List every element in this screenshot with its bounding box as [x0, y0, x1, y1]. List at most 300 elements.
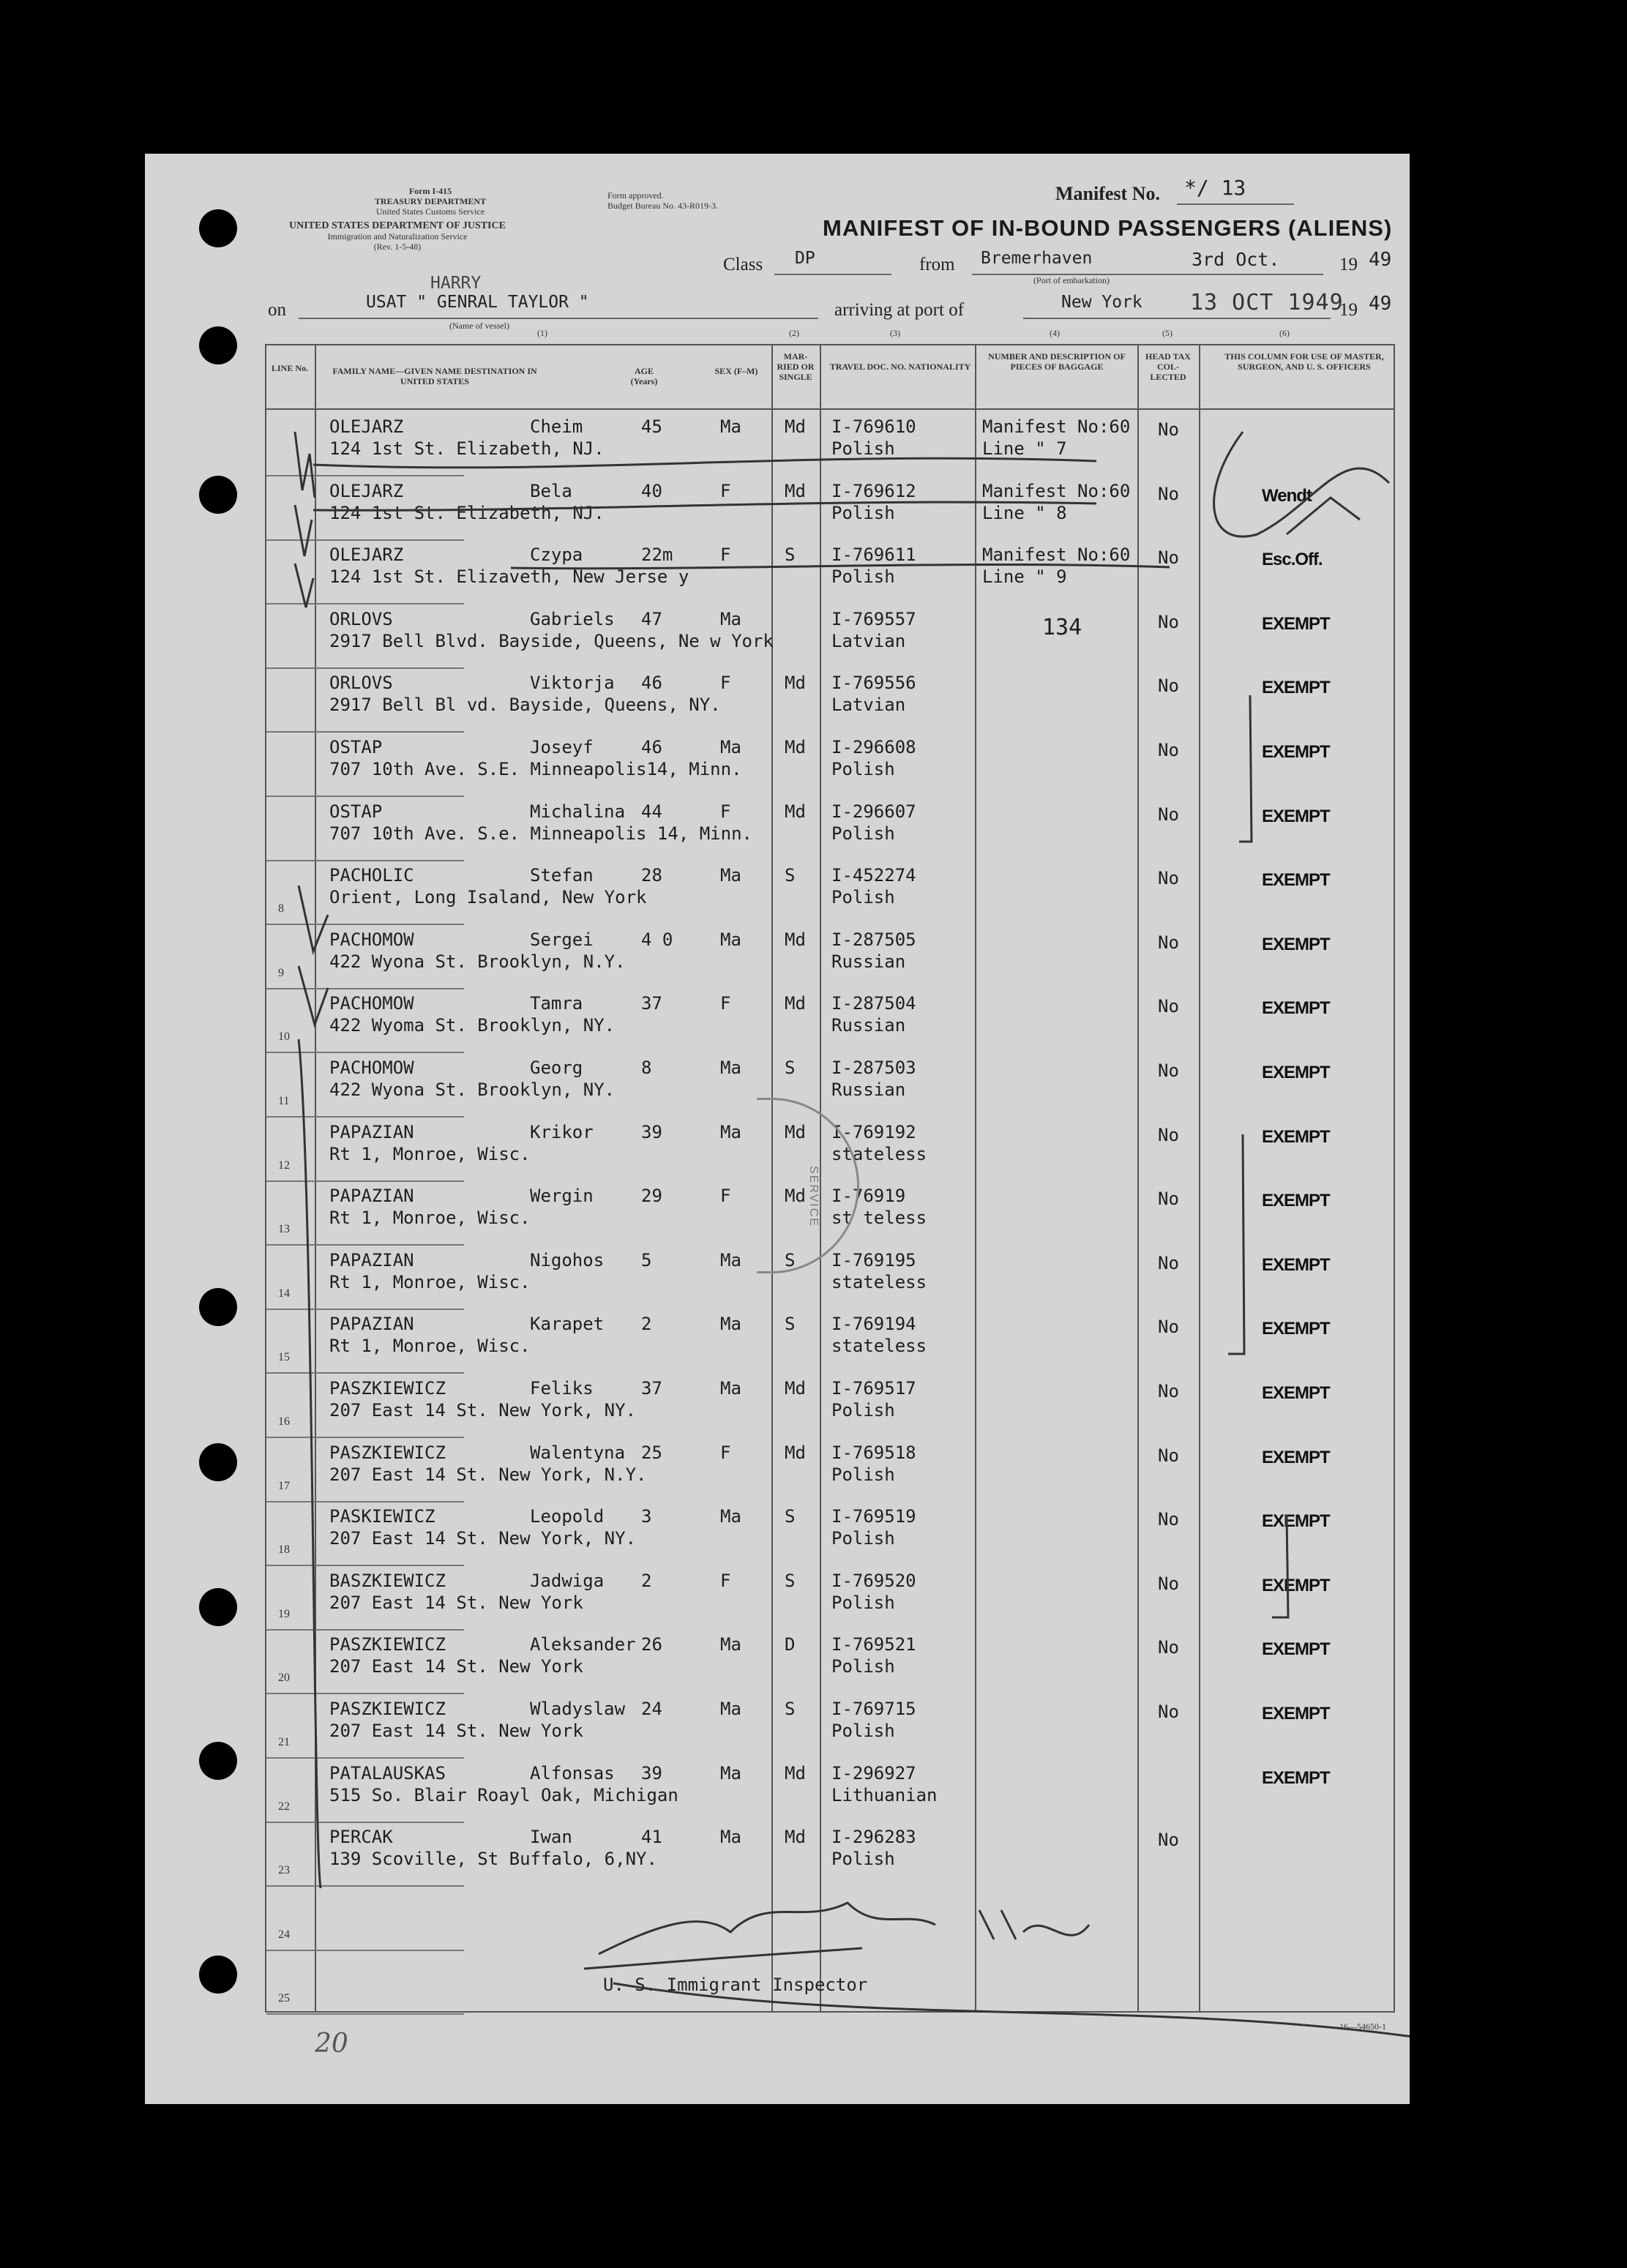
cell-sex: Ma — [720, 1762, 741, 1784]
binder-hole — [199, 1742, 237, 1780]
binder-hole — [199, 1443, 237, 1481]
col-header-sex: SEX (F–M) — [714, 366, 758, 376]
cell-given: Gabriels — [530, 608, 615, 629]
cell-age: 40 — [641, 480, 662, 501]
cell-addr: 707 10th Ave. S.e. Minneapolis 14, Minn. — [329, 823, 752, 844]
cell-officer: EXEMPT — [1262, 1254, 1330, 1275]
cell-nat: Lithuanian — [831, 1784, 938, 1805]
cell-doc: I-769610 — [831, 416, 916, 437]
cell-ms: Md — [785, 1121, 806, 1142]
row-line-number: 8 — [278, 902, 284, 916]
cell-officer: EXEMPT — [1262, 678, 1330, 698]
date-underline — [1184, 274, 1323, 275]
year-value: 49 — [1369, 249, 1392, 271]
col-header-age: AGE (Years) — [630, 366, 658, 386]
cell-addr: 139 Scoville, St Buffalo, 6,NY. — [329, 1849, 657, 1870]
cell-ms: Md — [785, 673, 806, 694]
row-line-number: 20 — [278, 1672, 290, 1685]
row-line-number: 9 — [278, 966, 284, 979]
cell-addr: 124 1st St. Elizabeth, NJ. — [329, 502, 605, 523]
cell-nat: Polish — [831, 1592, 895, 1613]
cell-officer: EXEMPT — [1262, 1319, 1330, 1339]
cell-officer: EXEMPT — [1262, 806, 1330, 826]
col-header-line: LINE No. — [271, 363, 308, 373]
manifest-no-label: Manifest No. — [1055, 183, 1160, 204]
colnum-1: (1) — [537, 328, 547, 338]
cell-officer: Esc.Off. — [1262, 550, 1323, 570]
cell-tax: No — [1158, 1124, 1179, 1145]
cell-age: 24 — [641, 1699, 662, 1719]
cell-sex: F — [720, 1570, 731, 1591]
cell-tax: No — [1158, 1702, 1179, 1722]
cell-doc: I-287503 — [831, 1058, 916, 1078]
treasury-line: TREASURY DEPARTMENT — [374, 196, 487, 206]
cell-nat: Polish — [831, 1721, 895, 1741]
cell-age: 28 — [641, 865, 662, 886]
cell-addr: 207 East 14 St. New York, N.Y. — [329, 1464, 647, 1485]
cell-addr: 2917 Bell Bl vd. Bayside, Queens, NY. — [329, 695, 721, 716]
cell-ms: Md — [785, 480, 806, 501]
form-approved: Form approved. — [607, 190, 664, 201]
justice-line: UNITED STATES DEPARTMENT OF JUSTICE — [289, 220, 506, 231]
cell-sex: Ma — [720, 1121, 741, 1142]
cell-age: 45 — [641, 416, 662, 437]
cell-addr: 422 Wyona St. Brooklyn, NY. — [329, 1079, 616, 1100]
cell-nat: Latvian — [831, 695, 906, 716]
cell-family: PATALAUSKAS — [329, 1762, 446, 1784]
service-stamp-text: SERVICE — [807, 1166, 820, 1227]
cell-ms: S — [785, 865, 796, 886]
cell-nat: Polish — [831, 566, 895, 588]
cell-family: PAPAZIAN — [329, 1249, 414, 1270]
class-value: DP — [795, 249, 815, 268]
cell-sex: F — [720, 1186, 731, 1207]
class-label: Class — [723, 255, 763, 274]
cell-given: Tamra — [530, 993, 583, 1014]
cell-sex: F — [720, 673, 731, 694]
port-embarkation-note: (Port of embarkation) — [1033, 275, 1110, 285]
cell-nat: Polish — [831, 1656, 895, 1677]
cell-nat: Russian — [831, 1079, 906, 1100]
page-title: MANIFEST OF IN-BOUND PASSENGERS (ALIENS) — [823, 215, 1393, 241]
binder-hole — [199, 1956, 237, 1994]
cell-family: OSTAP — [329, 801, 383, 822]
cell-family: PAPAZIAN — [329, 1186, 414, 1207]
cell-doc: I-296608 — [831, 737, 916, 757]
cell-doc: I-769518 — [831, 1442, 916, 1463]
binder-hole — [199, 326, 237, 364]
manifest-no-underline — [1177, 203, 1294, 205]
binder-hole — [199, 1288, 237, 1326]
cell-addr: Rt 1, Monroe, Wisc. — [329, 1336, 531, 1357]
port-underline — [1023, 318, 1331, 319]
cell-family: PAPAZIAN — [329, 1314, 414, 1335]
cell-doc: I-452274 — [831, 865, 916, 886]
table-row — [266, 1373, 1394, 1437]
table-row — [266, 476, 1394, 540]
cell-sex: Ma — [720, 608, 741, 629]
cell-sex: F — [720, 544, 731, 566]
cell-ms: S — [785, 1314, 796, 1335]
cell-age: 4 0 — [641, 929, 673, 950]
cell-family: OSTAP — [329, 737, 383, 757]
cell-family: BASZKIEWICZ — [329, 1570, 446, 1591]
col-header-married: MAR- RIED OR SINGLE — [777, 351, 815, 382]
cell-nat: Russian — [831, 1015, 906, 1036]
cell-given: Aleksander — [530, 1634, 636, 1655]
cell-addr: 707 10th Ave. S.E. Minneapolis14, Minn. — [329, 759, 742, 779]
row-line-number: 24 — [278, 1928, 290, 1941]
cell-tax: No — [1158, 1509, 1179, 1530]
cell-officer: EXEMPT — [1262, 998, 1330, 1019]
table-row — [266, 539, 1394, 604]
cell-family: PACHOMOW — [329, 993, 414, 1014]
cell-given: Viktorja — [530, 673, 615, 694]
table-row — [266, 924, 1394, 989]
cell-bag1: Manifest No:60 — [982, 544, 1131, 566]
cell-doc: I-769520 — [831, 1570, 916, 1591]
cell-nat: st teless — [831, 1208, 927, 1229]
cell-tax: No — [1158, 547, 1179, 569]
cell-tax: No — [1158, 675, 1179, 697]
cell-age: 39 — [641, 1762, 662, 1784]
rev-line: (Rev. 1-5-48) — [373, 242, 422, 252]
cell-family: PASZKIEWICZ — [329, 1699, 446, 1719]
cell-age: 22m — [641, 544, 673, 566]
row-line-number: 18 — [278, 1543, 290, 1557]
cell-family: PACHOLIC — [329, 865, 414, 886]
cell-doc: I-769715 — [831, 1699, 916, 1719]
cell-sex: Ma — [720, 416, 741, 437]
cell-officer: EXEMPT — [1262, 613, 1330, 634]
cell-given: Walentyna — [530, 1442, 626, 1463]
row-line-number: 16 — [278, 1415, 290, 1428]
cell-family: PASZKIEWICZ — [329, 1378, 446, 1399]
cell-doc: I-769611 — [831, 544, 916, 566]
cell-tax: No — [1158, 1317, 1179, 1338]
arrival-date-stamp: 13 OCT 1949 — [1190, 290, 1344, 315]
cell-addr: 207 East 14 St. New York, NY. — [329, 1400, 637, 1421]
cell-age: 5 — [641, 1249, 652, 1270]
cell-age: 2 — [641, 1570, 652, 1591]
manifest-no-value: */ 13 — [1184, 176, 1246, 200]
cell-age: 2 — [641, 1314, 652, 1335]
cell-ms: Md — [785, 737, 806, 757]
cell-officer: EXEMPT — [1262, 1767, 1330, 1788]
cell-age: 3 — [641, 1506, 652, 1527]
cell-family: OLEJARZ — [329, 416, 404, 437]
cell-officer: EXEMPT — [1262, 1704, 1330, 1724]
col-header-headtax: HEAD TAX COL- LECTED — [1145, 351, 1191, 382]
cell-age: 47 — [641, 608, 662, 629]
row-line-number: 23 — [278, 1864, 290, 1877]
cell-tax: No — [1158, 932, 1179, 953]
cell-ms: S — [785, 1249, 796, 1270]
cell-given: Krikor — [530, 1121, 594, 1142]
ins-line: Immigration and Naturalization Service — [327, 231, 468, 242]
cell-given: Sergei — [530, 929, 594, 950]
cell-tax: No — [1158, 740, 1179, 760]
port-value: New York — [1061, 293, 1142, 312]
cell-sex: Ma — [720, 1506, 741, 1527]
table-row — [266, 604, 1394, 668]
cell-age: 44 — [641, 801, 662, 822]
cell-officer: EXEMPT — [1262, 1575, 1330, 1595]
row-line-number: 17 — [278, 1479, 290, 1492]
class-underline — [774, 274, 891, 275]
cell-officer: EXEMPT — [1262, 870, 1330, 891]
cell-given: Bela — [530, 480, 572, 501]
form-footer-number: 16—54650-1 — [1339, 2021, 1386, 2032]
table-row — [266, 1565, 1394, 1630]
cell-family: ORLOVS — [329, 608, 393, 629]
cell-tax: No — [1158, 868, 1179, 889]
cell-sex: Ma — [720, 865, 741, 886]
cell-family: PACHOMOW — [329, 1058, 414, 1078]
cell-given: Leopold — [530, 1506, 605, 1527]
vessel-note: (Name of vessel) — [449, 321, 509, 331]
cell-nat: Polish — [831, 438, 895, 459]
cell-doc: I-769557 — [831, 608, 916, 629]
cell-doc: I-769556 — [831, 673, 916, 694]
cell-nat: Polish — [831, 1849, 895, 1870]
cell-nat: Polish — [831, 1400, 895, 1421]
row-line-number: 14 — [278, 1287, 290, 1300]
cell-age: 41 — [641, 1827, 662, 1848]
cell-tax: No — [1158, 1381, 1179, 1401]
cell-officer: EXEMPT — [1262, 1126, 1330, 1147]
cell-doc: I-769192 — [831, 1121, 916, 1142]
cell-addr: 515 So. Blair Roayl Oak, Michigan — [329, 1784, 678, 1805]
cell-given: Michalina — [530, 801, 626, 822]
cell-nat: Latvian — [831, 630, 906, 651]
cell-nat: Polish — [831, 823, 895, 844]
cell-doc: I-769612 — [831, 480, 916, 501]
cell-sex: F — [720, 801, 731, 822]
cell-given: Joseyf — [530, 737, 594, 757]
cell-tax: No — [1158, 996, 1179, 1017]
cell-sex: Ma — [720, 1314, 741, 1335]
cell-ms: S — [785, 1570, 796, 1591]
year-prefix: 19 — [1339, 255, 1358, 274]
inspector-label: U. S. Immigrant Inspector — [603, 1975, 868, 1995]
cell-ms: Md — [785, 1827, 806, 1848]
cell-given: Wladyslaw — [530, 1699, 626, 1719]
cell-ms: Md — [785, 929, 806, 950]
cell-given: Czypa — [530, 544, 583, 566]
cell-officer: EXEMPT — [1262, 1191, 1330, 1211]
cell-doc: I-287504 — [831, 993, 916, 1014]
cell-tax: No — [1158, 1573, 1179, 1594]
row-line-number: 11 — [278, 1095, 290, 1107]
cell-sex: F — [720, 993, 731, 1014]
cell-addr: 124 1st St. Elizaveth, New Jerse y — [329, 566, 689, 588]
cell-age: 29 — [641, 1186, 662, 1207]
cell-doc: I-296283 — [831, 1827, 916, 1848]
table-row — [266, 1822, 1394, 1886]
cell-ms: S — [785, 1699, 796, 1719]
table-row — [266, 732, 1394, 796]
form-number: Form I-415 — [408, 186, 452, 196]
cell-family: PASZKIEWICZ — [329, 1634, 446, 1655]
table-row — [266, 1886, 1394, 1950]
cell-doc: I-769195 — [831, 1249, 916, 1270]
cell-doc: I-769517 — [831, 1378, 916, 1399]
pencil-page-mark: 20 — [315, 2029, 348, 2059]
cell-addr: 207 East 14 St. New York, NY. — [329, 1528, 637, 1549]
table-row — [266, 1309, 1394, 1373]
cell-sex: Ma — [720, 1699, 741, 1719]
cell-bag1: Manifest No:60 — [982, 416, 1131, 437]
cell-sex: Ma — [720, 737, 741, 757]
cell-nat: Polish — [831, 502, 895, 523]
cell-family: PERCAK — [329, 1827, 393, 1848]
cell-family: PASKIEWICZ — [329, 1506, 435, 1527]
cell-bag1: Manifest No:60 — [982, 480, 1131, 501]
year2-prefix: 19 — [1339, 300, 1358, 320]
row-line-number: 12 — [278, 1159, 290, 1172]
binder-hole — [199, 1588, 237, 1626]
table-row — [266, 1501, 1394, 1565]
cell-doc: I-769521 — [831, 1634, 916, 1655]
col-header-baggage: NUMBER AND DESCRIPTION OF PIECES OF BAGGAGE — [988, 351, 1126, 372]
cell-addr: 422 Wyoma St. Brooklyn, NY. — [329, 1015, 616, 1036]
cell-addr: Rt 1, Monroe, Wisc. — [329, 1143, 531, 1164]
cell-family: OLEJARZ — [329, 480, 404, 501]
cell-tax: No — [1158, 483, 1179, 504]
cell-age: 8 — [641, 1058, 652, 1078]
cell-tax: No — [1158, 611, 1179, 632]
row-line-number: 22 — [278, 1800, 290, 1813]
table-row — [266, 796, 1394, 861]
cell-age: 46 — [641, 737, 662, 757]
cell-addr: 2917 Bell Blvd. Bayside, Queens, Ne w York — [329, 630, 774, 651]
cell-given: Wergin — [530, 1186, 594, 1207]
cell-officer: EXEMPT — [1262, 1447, 1330, 1467]
col-header-travel: TRAVEL DOC. NO. NATIONALITY — [829, 362, 971, 372]
cell-officer: Wendt — [1262, 485, 1312, 506]
cell-doc: I-287505 — [831, 929, 916, 950]
cell-sex: Ma — [720, 1378, 741, 1399]
row-line-number: 25 — [278, 1992, 290, 2005]
cell-nat: Polish — [831, 887, 895, 908]
cell-addr: 422 Wyona St. Brooklyn, N.Y. — [329, 951, 626, 972]
cell-doc: I-769519 — [831, 1506, 916, 1527]
cell-given: Georg — [530, 1058, 583, 1078]
from-value: Bremerhaven — [981, 249, 1093, 268]
vessel-value: USAT " GENRAL TAYLOR " — [366, 293, 589, 312]
cell-officer: EXEMPT — [1262, 1383, 1330, 1403]
cell-bag1: 134 — [1042, 614, 1082, 640]
cell-ms: Md — [785, 993, 806, 1014]
cell-sex: Ma — [720, 1827, 741, 1848]
cell-age: 37 — [641, 993, 662, 1014]
colnum-6: (6) — [1279, 328, 1290, 338]
cell-addr: 207 East 14 St. New York — [329, 1592, 583, 1613]
budget-bureau: Budget Bureau No. 43-R019-3. — [607, 201, 718, 211]
cell-ms: Md — [785, 1378, 806, 1399]
cell-nat: Russian — [831, 951, 906, 972]
cell-age: 26 — [641, 1634, 662, 1655]
binder-hole — [199, 476, 237, 514]
vessel-underline — [299, 318, 818, 319]
cell-officer: EXEMPT — [1262, 1511, 1330, 1532]
cell-nat: stateless — [831, 1336, 927, 1357]
cell-tax: No — [1158, 804, 1179, 825]
cell-tax: No — [1158, 1445, 1179, 1466]
cell-officer: EXEMPT — [1262, 934, 1330, 954]
cell-given: Feliks — [530, 1378, 594, 1399]
row-line-number: 19 — [278, 1607, 290, 1620]
colnum-5: (5) — [1162, 328, 1172, 338]
cell-nat: stateless — [831, 1271, 927, 1292]
cell-doc: I-296607 — [831, 801, 916, 822]
row-line-number: 15 — [278, 1351, 290, 1364]
cell-given: Nigohos — [530, 1249, 605, 1270]
cell-given: Alfonsas — [530, 1762, 615, 1784]
table-row — [266, 1245, 1394, 1309]
cell-given: Iwan — [530, 1827, 572, 1848]
cell-family: OLEJARZ — [329, 544, 404, 566]
row-divider — [266, 2013, 464, 2015]
cell-family: PACHOMOW — [329, 929, 414, 950]
cell-nat: Polish — [831, 1528, 895, 1549]
cell-sex: Ma — [720, 1249, 741, 1270]
cell-age: 37 — [641, 1378, 662, 1399]
cell-family: PASZKIEWICZ — [329, 1442, 446, 1463]
cell-family: PAPAZIAN — [329, 1121, 414, 1142]
cell-tax: No — [1158, 419, 1179, 440]
cell-ms: S — [785, 1506, 796, 1527]
cell-tax: No — [1158, 1637, 1179, 1658]
cell-given: Karapet — [530, 1314, 605, 1335]
cell-sex: Ma — [720, 1058, 741, 1078]
cell-addr: 207 East 14 St. New York — [329, 1721, 583, 1741]
cell-addr: Orient, Long Isaland, New York — [329, 887, 647, 908]
cell-sex: F — [720, 480, 731, 501]
approval-block — [607, 190, 718, 211]
cell-nat: stateless — [831, 1143, 927, 1164]
cell-given: Stefan — [530, 865, 594, 886]
arriving-label: arriving at port of — [834, 300, 965, 320]
customs-line: United States Customs Service — [375, 206, 485, 217]
table-row — [266, 860, 1394, 924]
cell-doc: I-769194 — [831, 1314, 916, 1335]
table-row — [266, 1629, 1394, 1693]
cell-age: 46 — [641, 673, 662, 694]
cell-addr: 124 1st St. Elizabeth, NJ. — [329, 438, 605, 459]
table-row — [266, 1758, 1394, 1822]
cell-family: ORLOVS — [329, 673, 393, 694]
table-row — [266, 988, 1394, 1052]
agency-header — [255, 186, 540, 252]
cell-ms: S — [785, 1058, 796, 1078]
cell-age: 39 — [641, 1121, 662, 1142]
from-label: from — [919, 255, 955, 274]
cell-ms: Md — [785, 801, 806, 822]
cell-age: 25 — [641, 1442, 662, 1463]
cell-ms: Md — [785, 1442, 806, 1463]
cell-ms: D — [785, 1634, 796, 1655]
year2-value: 49 — [1369, 293, 1392, 315]
row-line-number: 10 — [278, 1030, 290, 1044]
cell-officer: EXEMPT — [1262, 742, 1330, 762]
table-row — [266, 1052, 1394, 1117]
on-label: on — [268, 300, 286, 320]
cell-given: Cheim — [530, 416, 583, 437]
cell-doc: I-76919 — [831, 1186, 906, 1207]
colnum-2: (2) — [789, 328, 799, 338]
